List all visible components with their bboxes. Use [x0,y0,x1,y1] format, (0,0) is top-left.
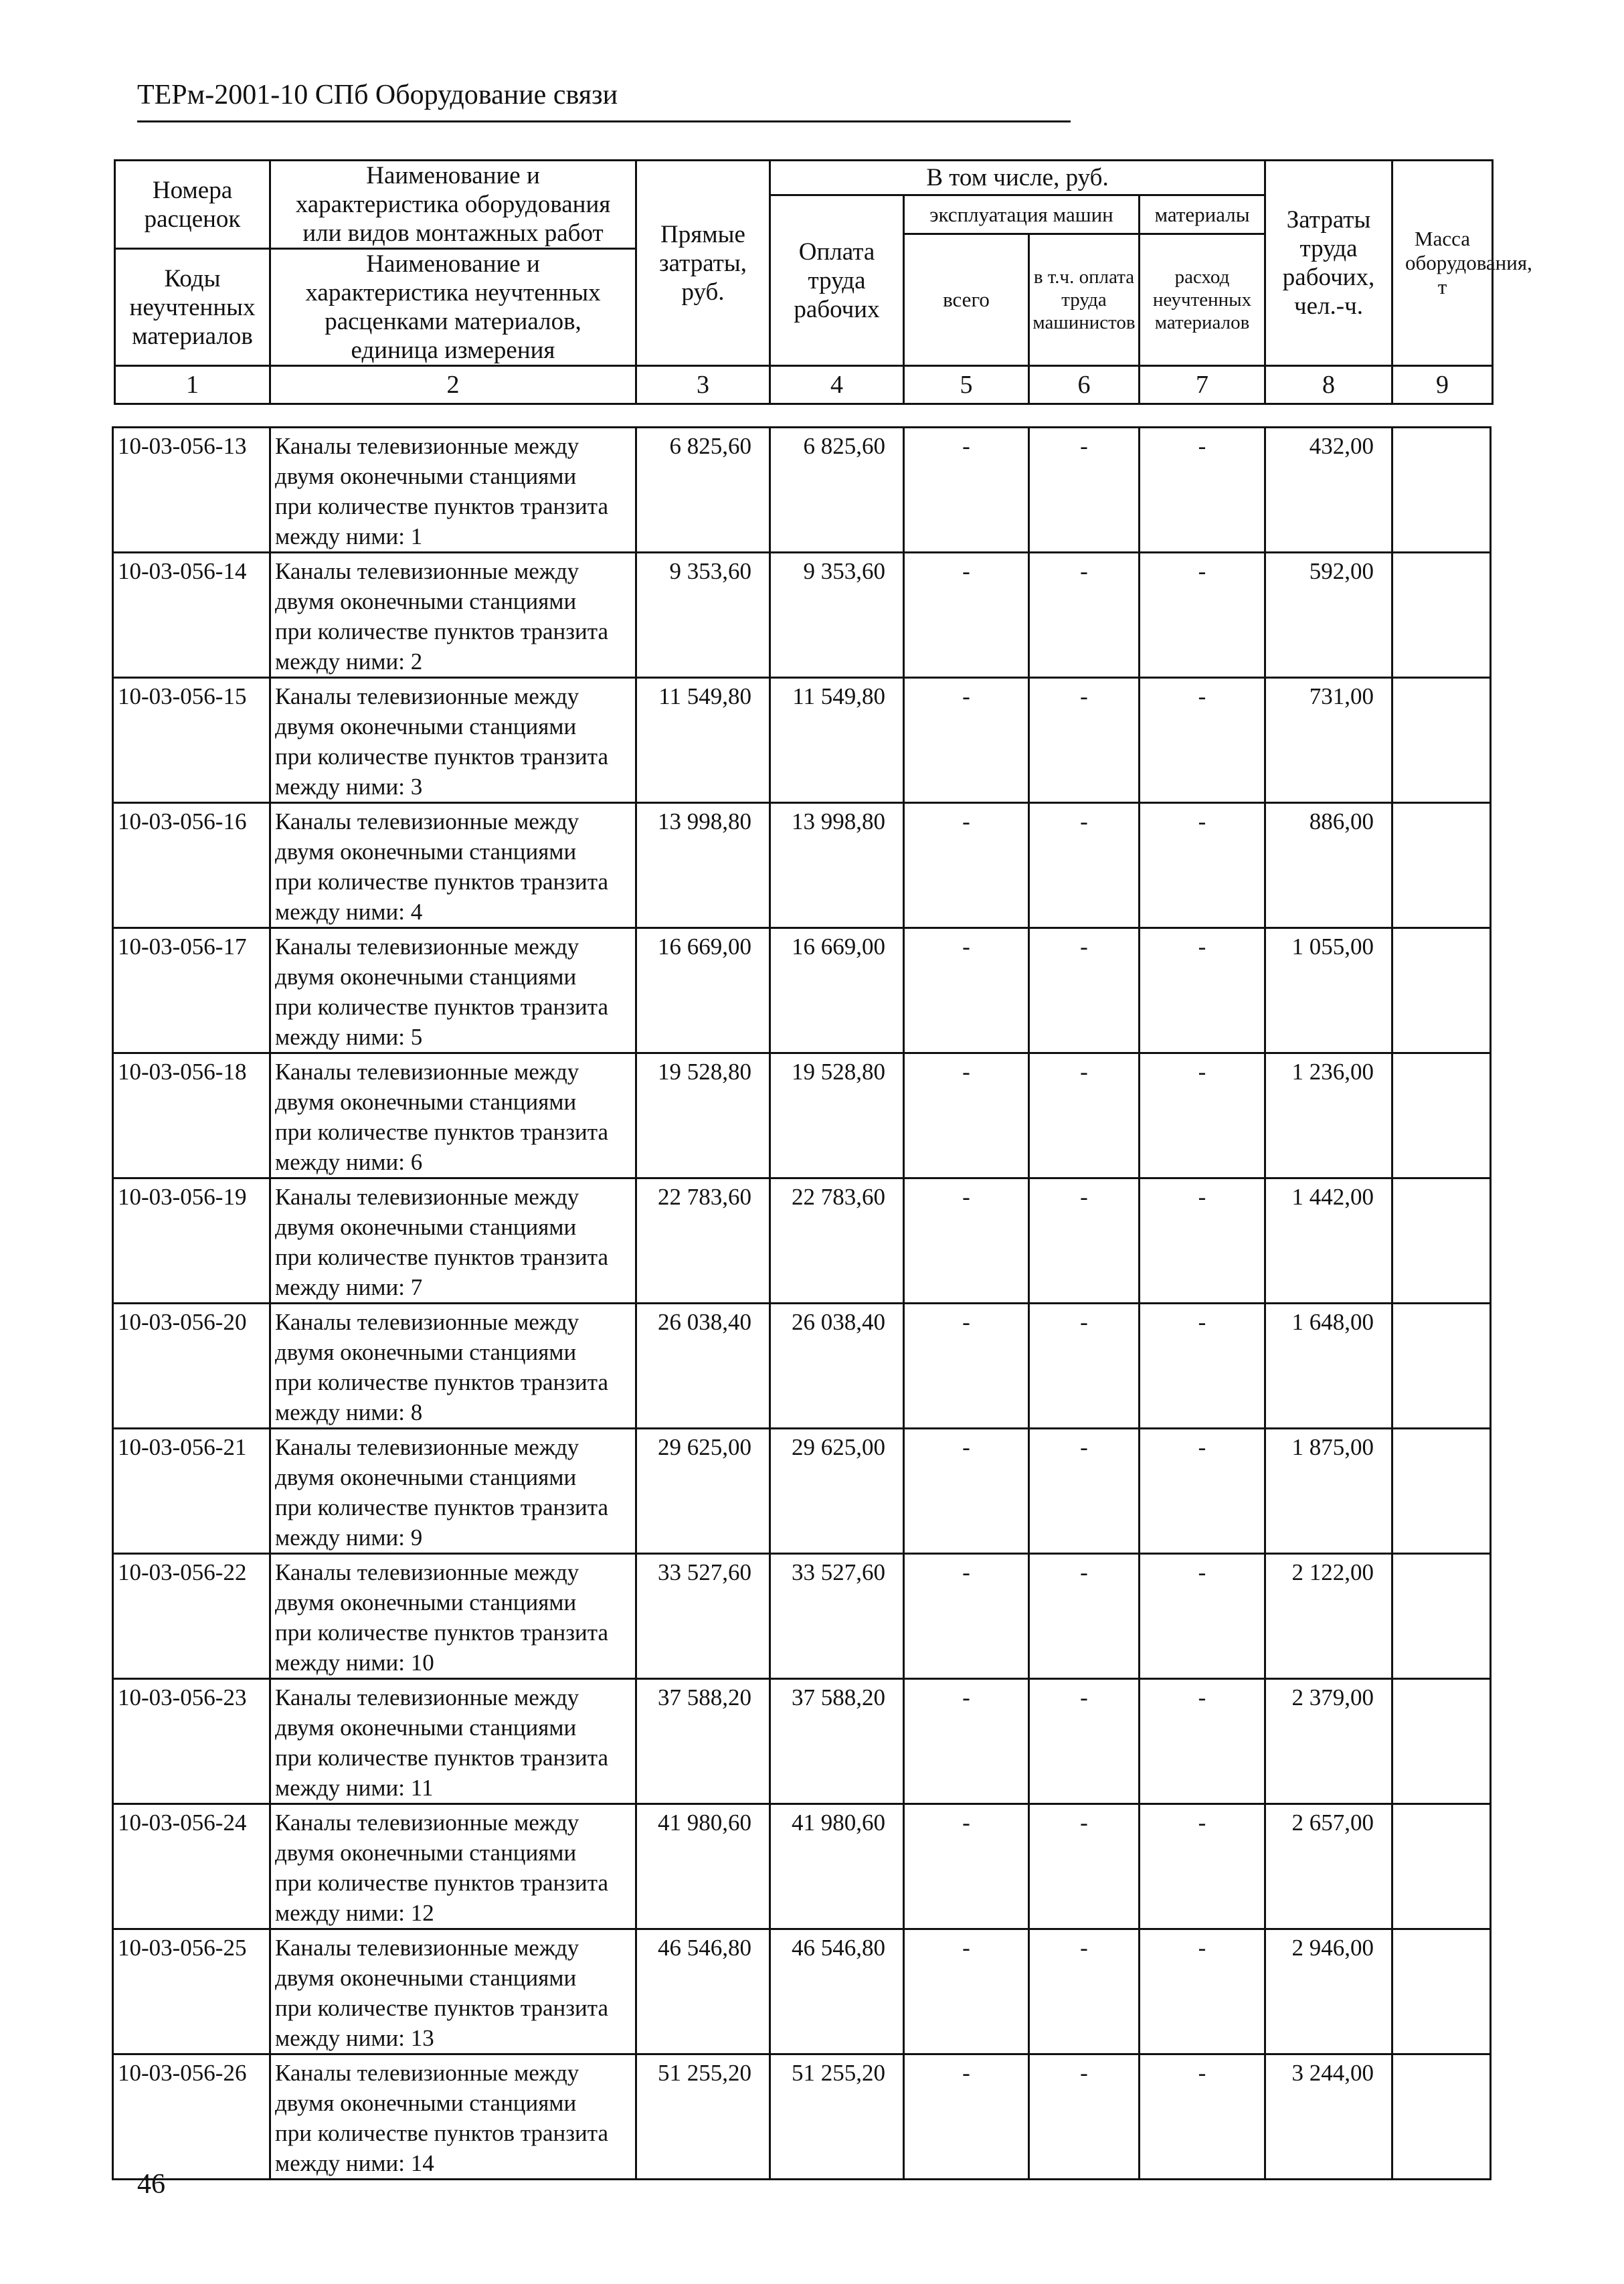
direct-costs-value: 13 998,80 [636,803,770,928]
materials-value: - [1140,2054,1265,2180]
work-description-line: Каналы телевизионные между [275,1184,579,1210]
labor-hours-value: 2 946,00 [1265,1929,1392,2054]
table-row [113,928,1491,1053]
work-description-line: между ними: 10 [275,1650,434,1676]
col-number: 6 [1029,366,1140,404]
work-description [270,1178,636,1304]
labor-hours-value: 432,00 [1265,428,1392,553]
work-description-line: двумя оконечными станциями [275,588,577,614]
work-description [270,928,636,1053]
work-description [270,553,636,678]
labor-hours-value: 592,00 [1265,553,1392,678]
work-description-line: при количестве пунктов транзита [275,994,609,1020]
work-description-line: Каналы телевизионные между [275,433,579,459]
work-description-line: между ними: 1 [275,523,423,549]
work-description-line: Каналы телевизионные между [275,1935,579,1961]
equipment-mass-value [1392,1053,1491,1178]
direct-costs-value: 26 038,40 [636,1304,770,1429]
equipment-mass-value [1392,1554,1491,1679]
rates-table-body [113,428,1491,2180]
work-description [270,2054,636,2180]
work-description-line: при количестве пунктов транзита [275,1995,609,2021]
header-equipment-mass: Масса оборудования, т [1392,161,1493,366]
direct-costs-value: 51 255,20 [636,2054,770,2180]
labor-hours-value: 3 244,00 [1265,2054,1392,2180]
work-description-line: Каналы телевизионные между [275,1434,579,1460]
table-row [113,1178,1491,1304]
work-description [270,428,636,553]
labor-hours-value: 2 122,00 [1265,1554,1392,1679]
labor-hours-value: 1 055,00 [1265,928,1392,1053]
work-description-line: Каналы телевизионные между [275,558,579,584]
rates-table [112,426,1492,2180]
rate-code: 10-03-056-14 [113,553,270,678]
work-description-line: двумя оконечными станциями [275,839,577,865]
table-row [113,803,1491,928]
labor-pay-value: 13 998,80 [770,803,904,928]
labor-pay-value: 26 038,40 [770,1304,904,1429]
table-row [113,1053,1491,1178]
direct-costs-value: 37 588,20 [636,1679,770,1804]
materials-value: - [1140,1804,1265,1929]
machine-total-value: - [904,1929,1029,2054]
work-description-line: между ними: 5 [275,1024,423,1050]
equipment-mass-value [1392,803,1491,928]
table-header [114,159,1532,405]
work-description-line: между ними: 7 [275,1274,423,1300]
work-description-line: двумя оконечными станциями [275,1089,577,1115]
labor-pay-value: 33 527,60 [770,1554,904,1679]
work-description-line: Каналы телевизионные между [275,683,579,709]
machinist-pay-value: - [1029,1804,1140,1929]
labor-hours-value: 2 657,00 [1265,1804,1392,1929]
work-description-line: между ними: 4 [275,899,423,925]
work-description [270,1929,636,2054]
materials-value: - [1140,1178,1265,1304]
direct-costs-value: 16 669,00 [636,928,770,1053]
direct-costs-value: 22 783,60 [636,1178,770,1304]
direct-costs-value: 41 980,60 [636,1804,770,1929]
rate-code: 10-03-056-17 [113,928,270,1053]
header-unaccounted-materials: расход неучтенных материалов [1140,234,1265,366]
materials-value: - [1140,1929,1265,2054]
document-title: ТЕРм-2001-10 СПб Оборудование связи [137,80,618,110]
machinist-pay-value: - [1029,553,1140,678]
materials-value: - [1140,678,1265,803]
work-description-line: Каналы телевизионные между [275,1810,579,1836]
work-description-line: между ними: 11 [275,1775,434,1801]
materials-value: - [1140,928,1265,1053]
labor-pay-value: 29 625,00 [770,1429,904,1554]
equipment-mass-value [1392,1178,1491,1304]
rate-code: 10-03-056-23 [113,1679,270,1804]
work-description [270,803,636,928]
labor-pay-value: 37 588,20 [770,1679,904,1804]
work-description-line: Каналы телевизионные между [275,2060,579,2086]
rate-code: 10-03-056-22 [113,1554,270,1679]
rate-code: 10-03-056-21 [113,1429,270,1554]
labor-pay-value: 11 549,80 [770,678,904,803]
work-description-line: при количестве пунктов транзита [275,1494,609,1520]
work-description-line: двумя оконечными станциями [275,2090,577,2116]
work-description-line: двумя оконечными станциями [275,964,577,990]
header-material-name: Наименование и характеристика неучтенных расценками материалов, единица измерения [270,249,636,366]
work-description-line: между ними: 12 [275,1900,434,1926]
labor-hours-value: 731,00 [1265,678,1392,803]
labor-pay-value: 9 353,60 [770,553,904,678]
work-description-line: при количестве пунктов транзита [275,2120,609,2146]
col-number: 3 [636,366,770,404]
col-number: 8 [1265,366,1392,404]
machinist-pay-value: - [1029,1929,1140,2054]
materials-value: - [1140,803,1265,928]
rate-code: 10-03-056-16 [113,803,270,928]
machine-total-value: - [904,1178,1029,1304]
header-direct-costs: Прямые затраты, руб. [636,161,770,366]
header-machinist-pay: в т.ч. оплата труда машинистов [1029,234,1140,366]
work-description-line: Каналы телевизионные между [275,1559,579,1585]
labor-hours-value: 1 236,00 [1265,1053,1392,1178]
table-row [113,1304,1491,1429]
work-description-line: при количестве пунктов транзита [275,618,609,644]
equipment-mass-value [1392,2054,1491,2180]
rate-code: 10-03-056-26 [113,2054,270,2180]
header-machine-total: всего [904,234,1029,366]
header-work-name: Наименование и характеристика оборудования или видов монтажных работ [270,161,636,249]
table-row [113,428,1491,553]
equipment-mass-value [1392,1429,1491,1554]
labor-pay-value: 6 825,60 [770,428,904,553]
work-description-line: двумя оконечными станциями [275,463,577,489]
labor-pay-value: 16 669,00 [770,928,904,1053]
work-description-line: Каналы телевизионные между [275,934,579,960]
machinist-pay-value: - [1029,2054,1140,2180]
direct-costs-value: 19 528,80 [636,1053,770,1178]
header-including: В том числе, руб. [770,161,1265,195]
work-description-line: двумя оконечными станциями [275,1589,577,1615]
col-number: 4 [770,366,904,404]
labor-hours-value: 886,00 [1265,803,1392,928]
direct-costs-value: 11 549,80 [636,678,770,803]
work-description-line: Каналы телевизионные между [275,1309,579,1335]
direct-costs-value: 33 527,60 [636,1554,770,1679]
table-row [113,553,1491,678]
work-description-line: при количестве пунктов транзита [275,493,609,519]
direct-costs-value: 6 825,60 [636,428,770,553]
equipment-mass-value [1392,928,1491,1053]
labor-pay-value: 41 980,60 [770,1804,904,1929]
materials-value: - [1140,1053,1265,1178]
work-description-line: при количестве пунктов транзита [275,1119,609,1145]
rate-code: 10-03-056-18 [113,1053,270,1178]
work-description-line: двумя оконечными станциями [275,713,577,739]
table-row [113,1804,1491,1929]
work-description-line: между ними: 2 [275,648,423,675]
work-description-line: при количестве пунктов транзита [275,1369,609,1395]
work-description [270,1804,636,1929]
work-description-line: двумя оконечными станциями [275,1840,577,1866]
work-description [270,678,636,803]
work-description-line: Каналы телевизионные между [275,1684,579,1710]
machine-total-value: - [904,1429,1029,1554]
machine-total-value: - [904,1304,1029,1429]
rate-code: 10-03-056-20 [113,1304,270,1429]
work-description [270,1304,636,1429]
machine-total-value: - [904,678,1029,803]
work-description-line: двумя оконечными станциями [275,1965,577,1991]
work-description-line: двумя оконечными станциями [275,1715,577,1741]
page-number: 46 [137,2169,165,2200]
header-machine-operation: эксплуатация машин [904,195,1140,234]
machine-total-value: - [904,1053,1029,1178]
work-description [270,1679,636,1804]
work-description-line: при количестве пунктов транзита [275,1244,609,1270]
table-row [113,1429,1491,1554]
rate-code: 10-03-056-13 [113,428,270,553]
machinist-pay-value: - [1029,1429,1140,1554]
col-number: 9 [1392,366,1493,404]
machine-total-value: - [904,428,1029,553]
machine-total-value: - [904,803,1029,928]
work-description-line: Каналы телевизионные между [275,1059,579,1085]
work-description-line: при количестве пунктов транзита [275,1745,609,1771]
rate-code: 10-03-056-25 [113,1929,270,2054]
title-underline [137,120,1071,122]
work-description-line: при количестве пунктов транзита [275,1619,609,1646]
rate-code: 10-03-056-24 [113,1804,270,1929]
table-row [113,678,1491,803]
labor-hours-value: 1 648,00 [1265,1304,1392,1429]
labor-pay-value: 46 546,80 [770,1929,904,2054]
materials-value: - [1140,428,1265,553]
labor-hours-value: 1 875,00 [1265,1429,1392,1554]
labor-hours-value: 1 442,00 [1265,1178,1392,1304]
equipment-mass-value [1392,1679,1491,1804]
table-row [113,2054,1491,2180]
col-number: 5 [904,366,1029,404]
machine-total-value: - [904,1679,1029,1804]
machinist-pay-value: - [1029,678,1140,803]
equipment-mass-value [1392,553,1491,678]
header-rate-numbers: Номера расценок [115,161,270,249]
col-number: 2 [270,366,636,404]
machinist-pay-value: - [1029,1053,1140,1178]
machine-total-value: - [904,1804,1029,1929]
labor-pay-value: 51 255,20 [770,2054,904,2180]
machine-total-value: - [904,2054,1029,2180]
machinist-pay-value: - [1029,428,1140,553]
table-row [113,1679,1491,1804]
equipment-mass-value [1392,1929,1491,2054]
header-labor-pay: Оплата труда рабочих [770,195,904,366]
work-description-line: между ними: 6 [275,1149,423,1175]
machinist-pay-value: - [1029,1679,1140,1804]
rate-code: 10-03-056-19 [113,1178,270,1304]
work-description-line: при количестве пунктов транзита [275,1870,609,1896]
work-description [270,1429,636,1554]
work-description-line: между ними: 13 [275,2025,434,2051]
machinist-pay-value: - [1029,803,1140,928]
work-description-line: Каналы телевизионные между [275,808,579,834]
header-material-codes: Коды неучтенных материалов [115,249,270,366]
work-description-line: между ними: 14 [275,2150,434,2176]
labor-pay-value: 22 783,60 [770,1178,904,1304]
machinist-pay-value: - [1029,1304,1140,1429]
direct-costs-value: 9 353,60 [636,553,770,678]
header-labor-costs: Затраты труда рабочих, чел.-ч. [1265,161,1392,366]
work-description-line: между ними: 9 [275,1524,423,1551]
work-description [270,1554,636,1679]
materials-value: - [1140,1679,1265,1804]
direct-costs-value: 29 625,00 [636,1429,770,1554]
work-description-line: при количестве пунктов транзита [275,869,609,895]
col-number: 7 [1140,366,1265,404]
materials-value: - [1140,1429,1265,1554]
rate-code: 10-03-056-15 [113,678,270,803]
labor-pay-value: 19 528,80 [770,1053,904,1178]
equipment-mass-value [1392,1804,1491,1929]
table-row [113,1929,1491,2054]
work-description-line: двумя оконечными станциями [275,1214,577,1240]
materials-value: - [1140,1304,1265,1429]
machine-total-value: - [904,1554,1029,1679]
machine-total-value: - [904,553,1029,678]
work-description-line: двумя оконечными станциями [275,1339,577,1365]
header-materials: материалы [1140,195,1265,234]
work-description-line: двумя оконечными станциями [275,1464,577,1490]
equipment-mass-value [1392,428,1491,553]
work-description-line: между ними: 8 [275,1399,423,1425]
machinist-pay-value: - [1029,1554,1140,1679]
materials-value: - [1140,1554,1265,1679]
machinist-pay-value: - [1029,1178,1140,1304]
direct-costs-value: 46 546,80 [636,1929,770,2054]
materials-value: - [1140,553,1265,678]
work-description-line: между ними: 3 [275,774,423,800]
table-row [113,1554,1491,1679]
work-description [270,1053,636,1178]
col-number: 1 [115,366,270,404]
equipment-mass-value [1392,678,1491,803]
equipment-mass-value [1392,1304,1491,1429]
work-description-line: при количестве пунктов транзита [275,743,609,770]
machine-total-value: - [904,928,1029,1053]
labor-hours-value: 2 379,00 [1265,1679,1392,1804]
machinist-pay-value: - [1029,928,1140,1053]
